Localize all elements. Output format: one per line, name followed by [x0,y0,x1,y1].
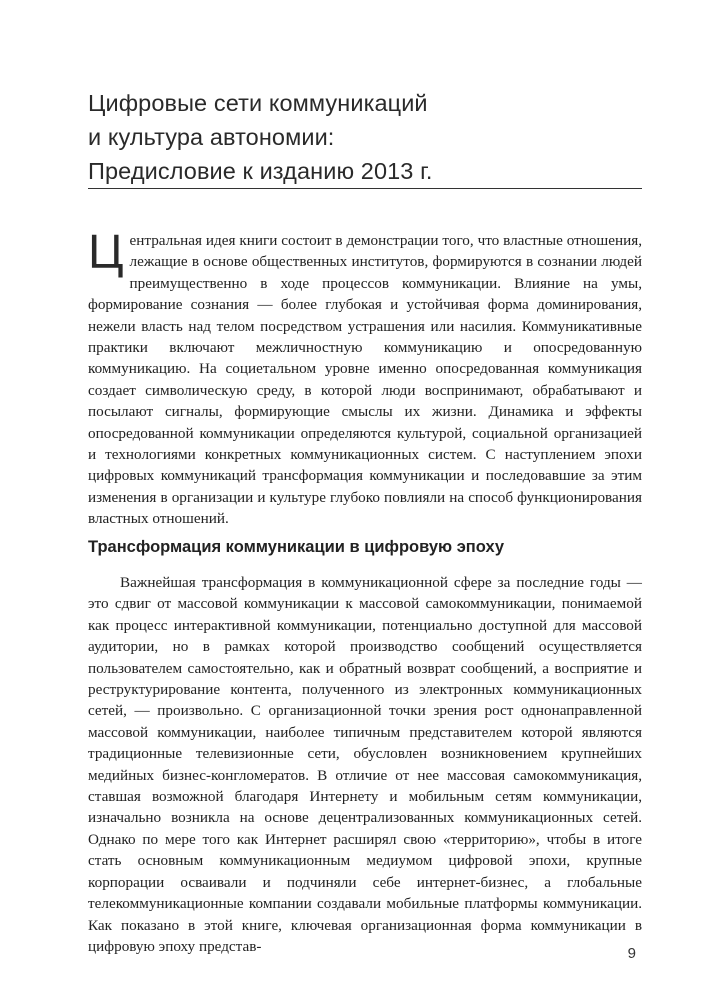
section-heading: Трансформация коммуникации в цифровую эпоху [88,538,504,556]
chapter-title-line-3: Предисловие к изданию 2013 г. [88,158,433,184]
chapter-title-line-2: и культура автономии: [88,124,335,150]
intro-paragraph [88,226,642,530]
title-divider [88,188,642,189]
chapter-title-line-1: Цифровые сети коммуникаций [88,90,428,116]
page-number: 9 [627,945,636,962]
drop-cap: Ц [88,226,124,279]
intro-paragraph-text: ентральная идея книги состоит в демонстрации того, что властные отношения, лежащие в основе общественных институтов, формируются в сознании людей преимущественно в ходе процессов коммуникации. Влияние на умы, формирование сознания — более глубокая и устойчивая форма доминирования, нежели власть над телом посредством устрашения или насилия. Коммуникативные практики включают межличностную коммуникацию и опосредованную коммуникацию. На социетальном уровне именно опосредованная коммуникация создает символическую среду, в которой люди воспринимают, обрабатывают и посылают сигналы, формирующие смыслы их жизни. Динамика и эффекты опосредованной коммуникации определяются культурой, социальной организацией и технологиями конкретных коммуникационных систем. С наступлением эпохи цифровых коммуникаций трансформация коммуникации и последовавшие за этим изменения в организации и культуре глубоко повлияли на способ функционирования властных отношений. [88,232,642,528]
chapter-title [88,86,648,188]
section-paragraph: Важнейшая трансформация в коммуникационной сфере за последние годы — это сдвиг от массовой коммуникации к массовой самокоммуникации, понимаемой как процесс интерактивной коммуникации, потенциально доступной для массовой аудитории, но в рамках которой производство сообщений осуществляется пользователем самостоятельно, как и обратный возврат сообщений, а восприятие и реструктурирование контента, полученного из электронных коммуникационных сетей, — произвольно. С организационной точки зрения рост однонаправленной массовой коммуникации, наиболее типичным представителем которой являются традиционные телевизионные сети, обусловлен возникновением крупнейших медийных бизнес-конгломератов. В отличие от нее массовая самокоммуникация, ставшая возможной благодаря Интернету и мобильным сетям коммуникации, изначально возникла на основе децентрализованных коммуникационных сетей. Однако по мере того как Интернет расширял свою «территорию», чтобы в итоге стать основным коммуникационным медиумом цифровой эпохи, крупные корпорации осваивали и подчиняли себе интернет-бизнес, а глобальные телекоммуникационные компании создавали мобильные платформы коммуникации. Как показано в этой книге, ключевая организационная форма коммуникации в цифровую эпоху представ- [88,574,642,955]
